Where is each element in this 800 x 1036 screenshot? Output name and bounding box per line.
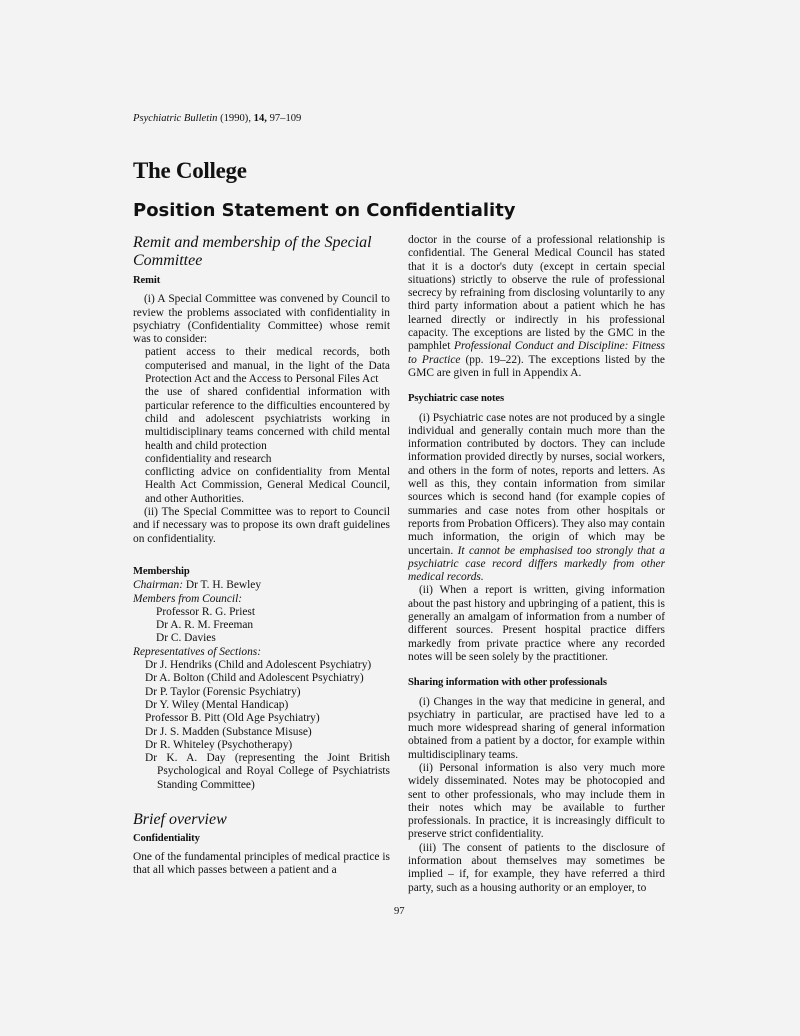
section-member: Dr Y. Wiley (Mental Handicap) xyxy=(145,698,289,711)
sharing-paragraph-3: (iii) The consent of patients to the disclosure of information about themselves may sometimes be implied – if, for example, they have referred a third party, such as a housing authority or an employer, to xyxy=(408,841,665,894)
brief-overview-heading: Brief overview xyxy=(133,810,227,828)
text-run: (pp. 19–22). The exceptions listed by the GMC are given in full in Appendix A. xyxy=(408,353,665,379)
remit-item: confidentiality and research xyxy=(145,452,272,465)
remit-subheading: Remit xyxy=(133,275,161,286)
sharing-paragraph-1: (i) Changes in the way that medicine in general, and psychiatry in particular, are practised have led to a much more widespread sharing of general information obtained from a patient by a doctor, for example within multidisciplinary teams. xyxy=(408,695,665,761)
sharing-subheading: Sharing information with other professionals xyxy=(408,677,607,689)
membership-subheading: Membership xyxy=(133,565,190,577)
case-notes-paragraph-2: (ii) When a report is written, giving information about the past history and upbringing of a patient, this is generally an amalgam of information from a number of different sources. Present hospital practice differs markedly from private practice where any recorded notes will be seen solely by the practitioner. xyxy=(408,584,665,663)
section-member: Professor B. Pitt (Old Age Psychiatry) xyxy=(145,712,320,725)
chairman-label: Chairman: xyxy=(133,579,183,592)
sections-label: Representatives of Sections: xyxy=(133,645,261,658)
remit-membership-heading: Remit and membership of the Special Committee xyxy=(133,234,372,269)
section-member: Dr P. Taylor (Forensic Psychiatry) xyxy=(145,685,301,698)
journal-pages: 97–109 xyxy=(269,113,302,124)
remit-list xyxy=(133,346,390,506)
council-member: Professor R. G. Priest xyxy=(156,605,256,618)
section-member: Dr J. Hendriks (Child and Adolescent Psychiatry) xyxy=(145,659,372,672)
page-number: 97 xyxy=(394,906,405,917)
journal-reference xyxy=(133,113,301,124)
section-member: Dr J. S. Madden (Substance Misuse) xyxy=(145,725,312,738)
confidentiality-subheading: Confidentiality xyxy=(133,833,200,845)
section-member: Dr K. A. Day (representing the Joint British Psychological and Royal College of Psychiatrists Standing Committee) xyxy=(145,752,390,791)
journal-year: (1990), xyxy=(220,113,251,124)
gmc-pamphlet-title: Professional Conduct and Discipline: Fitness to Practice xyxy=(408,340,665,366)
council-member: Dr A. R. M. Freeman xyxy=(156,619,254,632)
remit-paragraph-2: (ii) The Special Committee was to report to Council and if necessary was to propose its own draft guidelines on confidentiality. xyxy=(133,506,390,545)
sharing-paragraph-2: (ii) Personal information is also very much more widely disseminated. Notes may be photocopied and sent to other professionals, who may include them in their notes which may be available to further professionals. In practice, it is increasingly difficult to preserve strict confidentiality. xyxy=(408,761,665,841)
council-label: Members from Council: xyxy=(133,592,243,605)
journal-volume: 14, xyxy=(253,113,267,124)
remit-item: the use of shared confidential information with particular reference to the difficulties encountered by child and adolescent psychiatrists working in multidisciplinary teams concerned with child mental health and child protection xyxy=(145,386,390,452)
chairman-line xyxy=(133,579,390,592)
chairman-name: Dr T. H. Bewley xyxy=(183,579,262,592)
text-run: (i) Psychiatric case notes are not produced by a single individual and generally contain much more than the information contributed by doctors. They can include information provided directly by nurses, social workers, and others in the form of notes, reports and letters. As well as this, they contain information from similar sources which is second hand (for example copies of summaries and case notes from other hospitals or reports from Probation Officers). They also may contain much information, the origin of which may be uncertain. xyxy=(408,411,665,557)
left-column xyxy=(133,234,390,877)
right-column xyxy=(408,234,665,895)
article-title: Position Statement on Confidentiality xyxy=(133,200,516,221)
remit-item: patient access to their medical records, both computerised and manual, in the light of the Data Protection Act and the Access to Personal Files Act xyxy=(145,346,390,386)
case-notes-emphasis: It cannot be emphasised too strongly that a psychiatric case record differs markedly from other medical records. xyxy=(408,544,665,584)
section-member: Dr R. Whiteley (Psychotherapy) xyxy=(145,738,293,751)
confidentiality-paragraph-continued xyxy=(408,234,665,380)
confidentiality-paragraph: One of the fundamental principles of medical practice is that all which passes between a patient and a xyxy=(133,850,390,877)
remit-item: conflicting advice on confidentiality from Mental Health Act Commission, General Medical Council, and other Authorities. xyxy=(145,466,390,505)
council-member: Dr C. Davies xyxy=(156,632,216,645)
section-title: The College xyxy=(133,158,247,183)
case-notes-subheading: Psychiatric case notes xyxy=(408,393,505,405)
journal-name: Psychiatric Bulletin xyxy=(133,113,218,124)
case-notes-paragraph-1 xyxy=(408,412,665,585)
text-run: doctor in the course of a professional relationship is confidential. The General Medical Council has stated that it is a doctor's duty (except in certain special situations) strictly to observe the rule of professional secrecy by refraining from disclosing voluntarily to any third party information about a patient which he has learned directly or indirectly in his professional capacity. The exceptions are listed by the GMC in the pamphlet xyxy=(408,234,665,353)
section-member: Dr A. Bolton (Child and Adolescent Psychiatry) xyxy=(145,672,364,685)
remit-paragraph-1: (i) A Special Committee was convened by Council to review the problems associated with confidentiality in psychiatry (Confidentiality Committee) whose remit was to consider: xyxy=(133,293,390,346)
